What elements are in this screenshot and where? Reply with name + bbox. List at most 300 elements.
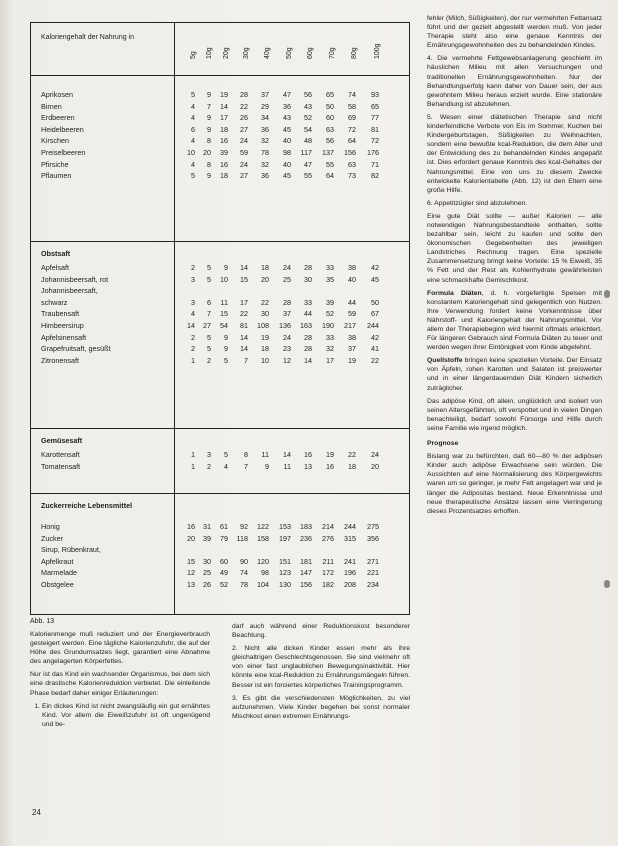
table-row <box>31 112 411 123</box>
table-cell: 32 <box>326 344 334 354</box>
row-label: Birnen <box>41 101 62 111</box>
table-row <box>31 461 411 472</box>
table-cell: 181 <box>300 556 312 566</box>
table-cell: 98 <box>261 568 269 578</box>
table-cell: 74 <box>348 90 356 99</box>
row-label: Apfelsinensaft <box>41 332 87 342</box>
table-cell: 23 <box>283 344 291 354</box>
paragraph: 6. Appetitzügler sind abzulehnen. <box>427 199 528 207</box>
binding-mark <box>604 290 610 298</box>
table-cell: 28 <box>283 297 291 307</box>
table-cell: 27 <box>203 321 211 330</box>
table-rule <box>31 241 409 242</box>
table-row <box>31 449 411 460</box>
table-cell: 25 <box>203 568 211 578</box>
table-row <box>31 567 411 578</box>
table-cell: 18 <box>261 263 269 272</box>
table-cell: 3 <box>191 297 195 307</box>
table-cell: 81 <box>371 124 379 134</box>
row-label: Grapefruitsaft, gesüßt <box>41 344 111 354</box>
page-number: 24 <box>32 808 41 817</box>
table-row <box>31 89 411 100</box>
table-row <box>31 101 411 112</box>
table-cell: 28 <box>304 344 312 354</box>
table-cell: 234 <box>367 580 379 589</box>
table-cell: 19 <box>261 332 269 342</box>
column-header-label: 20g <box>223 47 230 59</box>
table-cell: 6 <box>191 124 195 134</box>
column-header-label: 5g <box>190 51 197 59</box>
table-cell: 28 <box>240 90 248 99</box>
table-cell: 10 <box>220 274 228 284</box>
table-cell: 36 <box>283 101 291 111</box>
text-column-right <box>427 14 602 520</box>
table-cell: 28 <box>304 332 312 342</box>
table-cell: 190 <box>322 321 334 330</box>
row-label: Aprikosen <box>41 90 73 99</box>
table-cell: 18 <box>220 171 228 181</box>
column-header <box>346 29 362 59</box>
table-cell: 196 <box>344 568 356 578</box>
paragraph: Eine gute Diät sollte — außer Kalorien — alle notwendigen Nahrungsbestandteile enthalten, sollte bezahlbar sein, leicht zu kaufen und sollte den ökonomischen Gegebenheiten des jeweiligen Landstriches Rechnung tragen. Eine spezielle Zusammensetzung bringt keine Vorteile: 15 % Eiweiß, 35 % Fett und der Rest als Kohlenhydrate gewährleisten eine schmackhafte Gemischtkost. <box>427 212 602 284</box>
table-row <box>31 274 411 285</box>
calorie-table <box>30 22 410 615</box>
table-cell: 54 <box>220 321 228 330</box>
paragraph: Das adipöse Kind, oft allein, unglücklich und isoliert von seinen Altersgefährten, oft verspottet und in vielen Dingen benachteiligt, bedarf sowohl Fürsorge und Hilfe durch seine Familie wie irgend möglich. <box>427 397 602 432</box>
table-cell: 45 <box>283 171 291 181</box>
table-cell: 82 <box>371 171 379 181</box>
table-cell: 31 <box>203 522 211 531</box>
table-cell: 151 <box>279 556 291 566</box>
table-cell: 58 <box>348 101 356 111</box>
table-cell: 19 <box>348 355 356 365</box>
row-label: Johannisbeersaft, <box>41 286 98 296</box>
table-cell: 12 <box>187 568 195 578</box>
table-row <box>31 579 411 590</box>
paragraph: 2. Nicht alle dicken Kinder essen mehr als ihre gleichaltrigen Geschlechtsgenossen. Sie sind vielmehr oft von einer fast unglaublichen Bewegungsinaktivität. Hier könnte eine kcal-Reduktion zu Ernährungsmängeln führen. Besser ist ein forciertes körperliches Trainingsprogramm. <box>232 645 410 689</box>
table-cell: 118 <box>236 533 248 543</box>
paragraph: Nur ist das Kind ein wachsender Organismus, bei dem sich eine drastische Kalorienreduktion verbietet. Die einleitende Phase bedarf daher einiger Erläuterungen: <box>30 671 210 697</box>
formula-text: , d. h. vorgefertigte Speisen mit konstantem Kaloriengehalt sind gelegentlich von Nutzen. Ihre Verwendung fordert keine Vorkenntnisse über Nährstoff- und Kaloriengehalt der Nahrungsmittel. Vor allem der Therapiebeginn wird hiermit oftmals erleichtert. Für längeren Gebrauch sind Formula Diäten zu teuer und werden wegen ihrer Eintönigkeit vom Kinde abgelehnt. <box>427 289 602 352</box>
paragraph <box>427 356 602 392</box>
row-label: Kirschen <box>41 136 69 146</box>
table-row <box>31 124 411 135</box>
table-cell: 19 <box>326 450 334 459</box>
paragraph: Bislang war zu befürchten, daß 60—80 % der adipösen Kinder auch adipöse Erwachsene sein würden. Die Aussichten auf eine Normalisierung des Körpergewichts waren um so geringer, je mehr Fett angelagert war und je länger die Adipositas bestand. Neue Erkenntnisse und neue therapeutische Ansätze lassen eine Verringerung dieses Prozentsatzes erhoffen. <box>427 453 602 515</box>
table-cell: 5 <box>224 355 228 365</box>
table-row <box>31 521 411 532</box>
table-cell: 9 <box>207 124 211 134</box>
quellstoffe-title: Quellstoffe <box>427 357 463 365</box>
table-cell: 41 <box>371 344 379 354</box>
table-cell: 11 <box>261 450 269 459</box>
table-cell: 197 <box>279 533 291 543</box>
table-cell: 22 <box>371 355 379 365</box>
table-cell: 36 <box>261 171 269 181</box>
table-cell: 156 <box>300 580 312 589</box>
table-cell: 72 <box>371 136 379 146</box>
table-cell: 4 <box>224 461 228 471</box>
table-cell: 14 <box>304 355 312 365</box>
list-item: 1. Ein dickes Kind ist nicht zwangsläufig ein gut ernährtes Kind. Vor allem die Eiweißzufuhr ist oft ungenügend und be- <box>42 702 210 729</box>
table-cell: 40 <box>283 159 291 169</box>
table-cell: 18 <box>220 124 228 134</box>
table-row <box>31 159 411 170</box>
table-cell: 24 <box>283 263 291 272</box>
table-cell: 26 <box>203 580 211 589</box>
row-label: Heidelbeeren <box>41 124 84 134</box>
table-cell: 14 <box>240 263 248 272</box>
table-cell: 64 <box>348 136 356 146</box>
table-cell: 9 <box>224 332 228 342</box>
table-cell: 22 <box>240 101 248 111</box>
table-cell: 244 <box>344 522 356 531</box>
table-cell: 73 <box>348 171 356 181</box>
table-cell: 14 <box>283 450 291 459</box>
table-cell: 10 <box>261 355 269 365</box>
table-cell: 147 <box>300 568 312 578</box>
column-header <box>324 29 340 59</box>
table-cell: 4 <box>191 113 195 123</box>
paragraph: darf auch während einer Reduktionskost besonderer Beachtung. <box>232 623 410 640</box>
row-label: Apfelsaft <box>41 263 69 272</box>
table-cell: 39 <box>326 297 334 307</box>
table-cell: 11 <box>220 297 228 307</box>
row-label: Apfelkraut <box>41 556 74 566</box>
row-label: Preiselbeeren <box>41 148 86 157</box>
table-cell: 8 <box>207 159 211 169</box>
table-cell: 40 <box>348 274 356 284</box>
paragraph: Kalorienmenge muß reduziert und der Energieverbrauch gesteigert werden. Eine tägliche Kalorienzufuhr, die auf der Höhe des Grundumsatzes liegt, garantiert eine Abnahme des angelagerten Körperfettes. <box>30 631 210 666</box>
section-title: Obstsaft <box>41 249 71 258</box>
table-cell: 40 <box>283 136 291 146</box>
row-label: Marmelade <box>41 568 77 578</box>
table-cell: 92 <box>240 522 248 531</box>
table-cell: 9 <box>207 171 211 181</box>
row-label: Sirup, Rübenkraut, <box>41 545 101 555</box>
table-cell: 52 <box>326 309 334 319</box>
table-cell: 8 <box>244 450 248 459</box>
table-cell: 52 <box>220 580 228 589</box>
table-cell: 176 <box>367 148 379 157</box>
table-row <box>31 297 411 308</box>
table-cell: 81 <box>240 321 248 330</box>
table-cell: 22 <box>348 450 356 459</box>
table-cell: 183 <box>300 522 312 531</box>
paragraph: 5. Wesen einer diätetischen Therapie sind nicht kinderfeindliche Verbote von Eis im Sommer, Kuchen bei Kindergeburtstagen, Süßigkeiten zu Weihnachten, sondern eine bewußte kcal-Reduktion, die dem Alter und der Entwicklung des zu behandelnden Kindes angepaßt ist. Dies erfordert genaue Kenntnis des kcal-Gehaltes der Nahrungsmittel. Eine von uns zu diesem Zwecke entwickelte Kalorientabelle (Abb. 12) ist den Eltern eine große Hilfe. <box>427 113 602 194</box>
table-cell: 9 <box>265 461 269 471</box>
column-header-label: 70g <box>329 47 336 59</box>
table-row <box>31 343 411 354</box>
row-label: Erdbeeren <box>41 113 75 123</box>
table-cell: 35 <box>326 274 334 284</box>
table-cell: 2 <box>207 355 211 365</box>
table-cell: 59 <box>240 148 248 157</box>
table-cell: 1 <box>191 355 195 365</box>
table-cell: 1 <box>191 450 195 459</box>
table-cell: 5 <box>207 274 211 284</box>
table-cell: 7 <box>207 101 211 111</box>
table-cell: 16 <box>220 159 228 169</box>
table-cell: 6 <box>207 297 211 307</box>
row-label: Tomatensaft <box>41 461 81 471</box>
table-cell: 32 <box>261 136 269 146</box>
table-cell: 14 <box>240 332 248 342</box>
table-cell: 153 <box>279 522 291 531</box>
table-cell: 10 <box>187 148 195 157</box>
table-cell: 22 <box>240 309 248 319</box>
table-cell: 48 <box>304 136 312 146</box>
column-header-label: 100g <box>374 43 381 59</box>
table-cell: 3 <box>207 450 211 459</box>
table-cell: 24 <box>240 159 248 169</box>
table-cell: 221 <box>367 568 379 578</box>
table-cell: 5 <box>191 90 195 99</box>
table-cell: 182 <box>322 580 334 589</box>
table-cell: 42 <box>371 263 379 272</box>
table-cell: 55 <box>304 171 312 181</box>
table-cell: 93 <box>371 90 379 99</box>
text-column-middle <box>232 622 410 725</box>
table-cell: 1 <box>191 461 195 471</box>
table-cell: 56 <box>326 136 334 146</box>
table-row <box>31 262 411 273</box>
column-header <box>259 29 275 59</box>
table-cell: 18 <box>261 344 269 354</box>
table-cell: 45 <box>371 274 379 284</box>
table-cell: 50 <box>371 297 379 307</box>
table-cell: 32 <box>261 159 269 169</box>
table-cell: 17 <box>326 355 334 365</box>
table-row <box>31 170 411 181</box>
table-cell: 59 <box>348 309 356 319</box>
table-cell: 38 <box>348 332 356 342</box>
table-row <box>31 556 411 567</box>
row-label: Pfirsiche <box>41 159 69 169</box>
table-cell: 3 <box>191 274 195 284</box>
table-cell: 9 <box>224 263 228 272</box>
table-cell: 156 <box>344 148 356 157</box>
column-header <box>238 29 254 59</box>
table-cell: 244 <box>367 321 379 330</box>
table-cell: 37 <box>283 309 291 319</box>
table-cell: 17 <box>220 113 228 123</box>
column-header <box>218 29 234 59</box>
section-title: Gemüsesaft <box>41 436 83 445</box>
table-rule <box>31 493 409 494</box>
table-cell: 14 <box>187 321 195 330</box>
table-cell: 14 <box>220 101 228 111</box>
table-rule <box>31 75 409 76</box>
table-cell: 39 <box>203 533 211 543</box>
table-cell: 60 <box>220 556 228 566</box>
table-header-label: Kaloriengehalt der Nahrung in <box>41 34 135 41</box>
column-header-label: 60g <box>307 47 314 59</box>
table-cell: 275 <box>367 522 379 531</box>
table-cell: 11 <box>283 461 291 471</box>
table-cell: 276 <box>322 533 334 543</box>
table-cell: 16 <box>187 522 195 531</box>
table-cell: 17 <box>240 297 248 307</box>
table-cell: 8 <box>207 136 211 146</box>
table-cell: 56 <box>304 90 312 99</box>
table-cell: 7 <box>244 461 248 471</box>
table-row <box>31 135 411 146</box>
table-cell: 50 <box>326 101 334 111</box>
figure-caption: Abb. 13 <box>30 618 55 625</box>
table-cell: 15 <box>220 309 228 319</box>
table-cell: 4 <box>191 159 195 169</box>
row-label: Obstgelee <box>41 580 74 589</box>
table-cell: 7 <box>244 355 248 365</box>
table-cell: 42 <box>371 332 379 342</box>
table-cell: 20 <box>187 533 195 543</box>
row-label: Johannisbeersaft, rot <box>41 274 109 284</box>
column-header <box>369 29 385 59</box>
text-column-left <box>30 630 210 732</box>
table-cell: 2 <box>191 344 195 354</box>
table-cell: 271 <box>367 556 379 566</box>
table-cell: 45 <box>283 124 291 134</box>
table-cell: 241 <box>344 556 356 566</box>
table-cell: 20 <box>261 274 269 284</box>
binding-mark <box>604 580 610 588</box>
table-cell: 44 <box>348 297 356 307</box>
table-cell: 24 <box>371 450 379 459</box>
table-cell: 16 <box>220 136 228 146</box>
row-label: schwarz <box>41 297 68 307</box>
table-cell: 29 <box>261 101 269 111</box>
table-cell: 2 <box>207 461 211 471</box>
table-cell: 78 <box>261 148 269 157</box>
row-label: Himbeersirup <box>41 321 84 330</box>
table-cell: 30 <box>261 309 269 319</box>
column-header-label: 30g <box>243 47 250 59</box>
table-row <box>31 332 411 343</box>
table-row <box>31 147 411 158</box>
paragraph <box>427 289 602 353</box>
column-header-label: 80g <box>351 47 358 59</box>
table-cell: 33 <box>326 263 334 272</box>
table-row <box>31 308 411 319</box>
table-cell: 104 <box>257 580 269 589</box>
table-cell: 43 <box>304 101 312 111</box>
table-cell: 211 <box>322 556 334 566</box>
table-cell: 24 <box>240 136 248 146</box>
table-row <box>31 285 411 296</box>
table-cell: 4 <box>191 136 195 146</box>
table-cell: 136 <box>279 321 291 330</box>
column-header <box>185 29 201 59</box>
table-cell: 5 <box>207 344 211 354</box>
table-cell: 64 <box>326 171 334 181</box>
table-cell: 16 <box>326 461 334 471</box>
table-cell: 47 <box>283 90 291 99</box>
table-cell: 37 <box>348 344 356 354</box>
column-header <box>302 29 318 59</box>
table-cell: 26 <box>240 113 248 123</box>
table-cell: 108 <box>257 321 269 330</box>
table-cell: 20 <box>203 148 211 157</box>
table-cell: 5 <box>207 332 211 342</box>
table-cell: 120 <box>257 556 269 566</box>
table-cell: 27 <box>240 124 248 134</box>
formula-title: Formula Diäten <box>427 289 482 297</box>
table-cell: 63 <box>348 159 356 169</box>
table-cell: 356 <box>367 533 379 543</box>
table-row <box>31 533 411 544</box>
table-cell: 20 <box>371 461 379 471</box>
table-cell: 90 <box>240 556 248 566</box>
table-cell: 33 <box>304 297 312 307</box>
table-cell: 15 <box>240 274 248 284</box>
table-cell: 13 <box>187 580 195 589</box>
table-cell: 123 <box>279 568 291 578</box>
table-row <box>31 544 411 555</box>
table-cell: 98 <box>283 148 291 157</box>
table-cell: 9 <box>207 113 211 123</box>
table-cell: 30 <box>304 274 312 284</box>
table-cell: 72 <box>348 124 356 134</box>
table-cell: 19 <box>220 90 228 99</box>
column-header-label: 10g <box>206 47 213 59</box>
table-cell: 130 <box>279 580 291 589</box>
table-cell: 117 <box>300 148 312 157</box>
row-label: Honig <box>41 522 60 531</box>
table-cell: 39 <box>220 148 228 157</box>
table-cell: 43 <box>283 113 291 123</box>
table-cell: 36 <box>261 124 269 134</box>
table-cell: 5 <box>191 171 195 181</box>
table-row <box>31 355 411 366</box>
table-cell: 54 <box>304 124 312 134</box>
quellstoffe-text: bringen keine speziellen Vorteile. Der Einsatz von Äpfeln, rohen Karotten und Salaten ist preiswerter und in einer längerdauernden Diät Kindern sicherlich zuträglicher. <box>427 357 602 392</box>
table-cell: 71 <box>371 159 379 169</box>
table-cell: 9 <box>224 344 228 354</box>
table-cell: 315 <box>344 533 356 543</box>
column-header <box>281 29 297 59</box>
table-cell: 208 <box>344 580 356 589</box>
table-cell: 2 <box>191 332 195 342</box>
table-cell: 158 <box>257 533 269 543</box>
table-cell: 172 <box>322 568 334 578</box>
column-header <box>201 29 217 59</box>
table-cell: 18 <box>348 461 356 471</box>
row-label: Pflaumen <box>41 171 72 181</box>
section-title: Zuckerreiche Lebensmittel <box>41 501 133 510</box>
table-cell: 4 <box>191 309 195 319</box>
table-cell: 38 <box>348 263 356 272</box>
table-rule <box>31 428 409 429</box>
table-cell: 60 <box>326 113 334 123</box>
table-cell: 63 <box>326 124 334 134</box>
table-cell: 24 <box>283 332 291 342</box>
paragraph: 4. Die vermehrte Fettgewebsanlagerung geschieht im häuslichen Milieu mit allen Versuchungen und traditionellen Ernährungsgewohnheiten. Nur der Behandlungserfolg kann daher von Dauer sein, der aus gewohntem Milieu heraus erzielt wurde. Eine stationäre Behandlung ist abzulehnen. <box>427 55 602 108</box>
table-cell: 69 <box>348 113 356 123</box>
table-cell: 78 <box>240 580 248 589</box>
table-cell: 122 <box>257 522 269 531</box>
table-cell: 30 <box>203 556 211 566</box>
table-cell: 4 <box>191 101 195 111</box>
row-label: Zitronensaft <box>41 355 79 365</box>
paragraph: fehler (Milch, Süßigkeiten), der nur vermehrten Fettansatz führt und der gezielt abgestellt werden muß. Von jeder Therapie steht also eine genaue Kenntnis der Ernährungsgewohnheiten des zu behandelnden Kindes. <box>427 15 602 50</box>
table-row <box>31 320 411 331</box>
table-cell: 55 <box>326 159 334 169</box>
table-cell: 217 <box>344 321 356 330</box>
table-cell: 47 <box>304 159 312 169</box>
prognose-heading: Prognose <box>427 440 459 448</box>
table-cell: 49 <box>220 568 228 578</box>
